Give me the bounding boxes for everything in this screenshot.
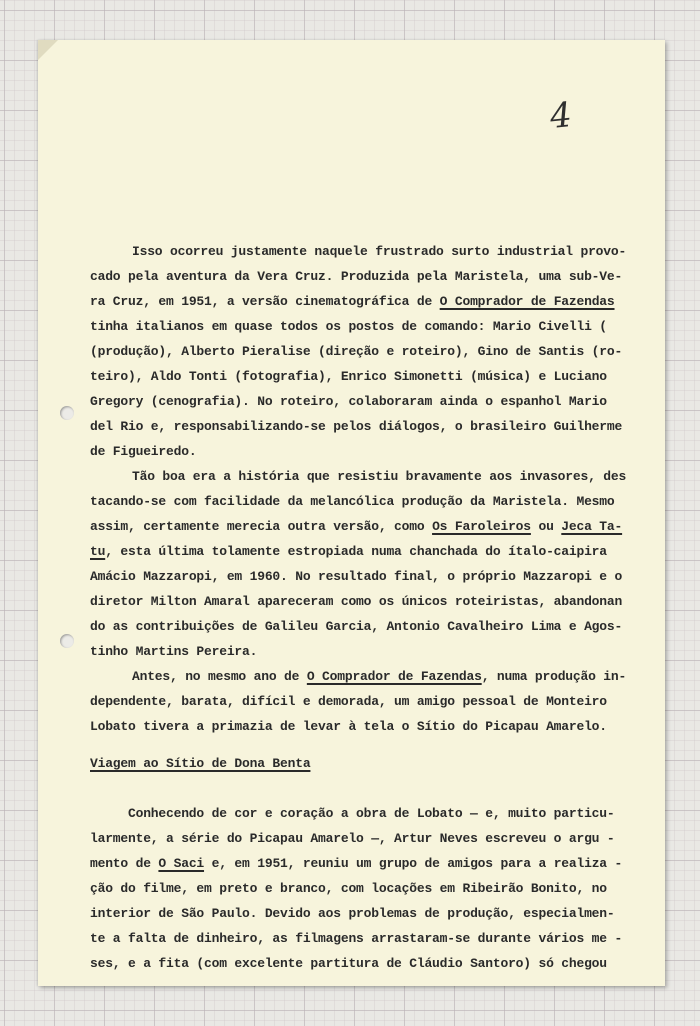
text-line: larmente, a série do Picapau Amarelo —, Artur Neves escreveu o argu - bbox=[90, 831, 615, 846]
film-title: O Comprador de Fazendas bbox=[439, 294, 615, 309]
text-line bbox=[90, 854, 622, 874]
film-title: Os Faroleiros bbox=[432, 519, 531, 534]
text-line: del Rio e, responsabilizando-se pelos diálogos, o brasileiro Guilherme bbox=[90, 419, 623, 434]
text-line bbox=[90, 542, 607, 562]
text-segment: e, em 1951, reuniu um grupo de amigos para a realiza - bbox=[204, 856, 623, 871]
text-line: Tão boa era a história que resistiu bravamente aos invasores, des bbox=[132, 469, 627, 484]
text-line: Conhecendo de cor e coração a obra de Lobato — e, muito particu- bbox=[128, 806, 615, 821]
text-line: (produção), Alberto Pieralise (direção e roteiro), Gino de Santis (ro- bbox=[90, 344, 623, 359]
text-line: tinho Martins Pereira. bbox=[90, 644, 258, 659]
text-line: ção do filme, em preto e branco, com locações em Ribeirão Bonito, no bbox=[90, 881, 607, 896]
text-line: tacando-se com facilidade da melancólica produção da Maristela. Mesmo bbox=[90, 494, 615, 509]
text-line: dependente, barata, difícil e demorada, um amigo pessoal de Monteiro bbox=[90, 694, 607, 709]
folded-corner bbox=[38, 40, 58, 60]
text-line: Gregory (cenografia). No roteiro, colaboraram ainda o espanhol Mario bbox=[90, 394, 607, 409]
text-line: diretor Milton Amaral apareceram como os únicos roteiristas, abandonan bbox=[90, 594, 623, 609]
film-title: Jeca Ta- bbox=[561, 519, 623, 534]
text-line: do as contribuições de Galileu Garcia, Antonio Cavalheiro Lima e Agos- bbox=[90, 619, 623, 634]
text-line: interior de São Paulo. Devido aos problemas de produção, especialmen- bbox=[90, 906, 615, 921]
punch-hole-bottom bbox=[60, 634, 74, 648]
text-segment: , numa produção in- bbox=[481, 669, 627, 684]
text-line: Amácio Mazzaropi, em 1960. No resultado final, o próprio Mazzaropi e o bbox=[90, 569, 623, 584]
text-segment: , esta última tolamente estropiada numa chanchada do ítalo-caipira bbox=[105, 544, 607, 559]
punch-hole-top bbox=[60, 406, 74, 420]
section-heading: Viagem ao Sítio de Dona Benta bbox=[90, 756, 311, 771]
film-title: O Saci bbox=[158, 856, 205, 871]
text-segment: assim, certamente merecia outra versão, como bbox=[90, 519, 433, 534]
film-title: O Comprador de Fazendas bbox=[306, 669, 482, 684]
text-line: de Figueiredo. bbox=[90, 444, 197, 459]
text-segment: ou bbox=[530, 519, 562, 534]
page-number: 4 bbox=[547, 94, 574, 138]
text-line: tinha italianos em quase todos os postos de comando: Mario Civelli ( bbox=[90, 319, 607, 334]
text-line: cado pela aventura da Vera Cruz. Produzida pela Maristela, uma sub-Ve- bbox=[90, 269, 623, 284]
text-segment: Antes, no mesmo ano de bbox=[132, 669, 307, 684]
text-line bbox=[90, 517, 622, 537]
text-line bbox=[90, 292, 615, 312]
text-line bbox=[132, 667, 626, 687]
text-line: ses, e a fita (com excelente partitura de Cláudio Santoro) só chegou bbox=[90, 956, 607, 971]
text-line: Lobato tivera a primazia de levar à tela o Sítio do Picapau Amarelo. bbox=[90, 719, 607, 734]
text-segment: ra Cruz, em 1951, a versão cinematográfica de bbox=[90, 294, 440, 309]
document-page bbox=[38, 40, 665, 986]
text-line: te a falta de dinheiro, as filmagens arrastaram-se durante vários me - bbox=[90, 931, 623, 946]
text-segment: mento de bbox=[90, 856, 159, 871]
film-title: tu bbox=[90, 544, 106, 559]
text-line: Isso ocorreu justamente naquele frustrado surto industrial provo- bbox=[132, 244, 627, 259]
text-line: teiro), Aldo Tonti (fotografia), Enrico Simonetti (música) e Luciano bbox=[90, 369, 607, 384]
